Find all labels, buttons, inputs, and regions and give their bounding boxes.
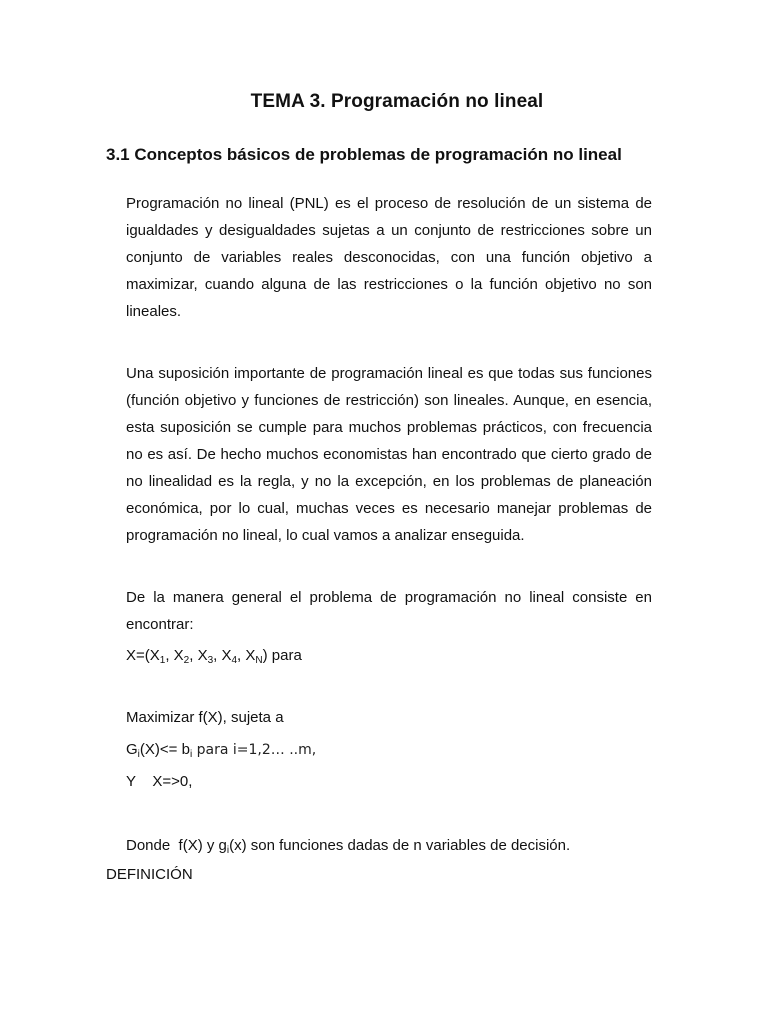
where-line: Donde f(X) y $g_i(x)$ son funciones dadas de n variables de decisión.	[126, 837, 571, 856]
nonnegativity-line: Y X=>0,	[126, 773, 193, 790]
maximize-line: Maximizar f(X), sujeta a	[126, 709, 284, 726]
paragraph-linear-assumption: Una suposición importante de programación lineal es que todas sus funciones (función objetivo y funciones de restricción) son lineales. Aunque, en esencia, esta suposición se cumple para muchos problemas prácticos, con frecuencia no es así. De hecho muchos economistas han encontrado que cierto grado de no linealidad es la regla, y no la excepción, en los problemas de planeación económica, por lo cual, muchas veces es necesario manejar problemas de programación no lineal, lo cual vamos a analizar enseguida.	[126, 365, 652, 544]
section-title: 3.1 Conceptos básicos de problemas de programación no lineal	[106, 145, 622, 164]
paragraph-general-problem: De la manera general el problema de programación no lineal consiste en encontrar:	[126, 589, 652, 633]
formula-vector-x: $X=(X_1$, $X_2$, $X_3$, $X_4$, $X_N$) para	[126, 647, 302, 666]
paragraph-definition-pnl: Programación no lineal (PNL) es el proceso de resolución de un sistema de igualdades y desigualdades sujetas a un conjunto de restricciones sobre un conjunto de variables reales desconocidas, con una función objetivo a maximizar, cuando alguna de las restricciones o la función objetivo no son lineales.	[126, 195, 652, 320]
constraint-line: $G_i(X)<= b_i$ para i=1,2… ..m,	[126, 741, 317, 760]
definition-heading: DEFINICIÓN	[106, 866, 193, 883]
page-title: TEMA 3. Programación no lineal	[250, 91, 544, 112]
